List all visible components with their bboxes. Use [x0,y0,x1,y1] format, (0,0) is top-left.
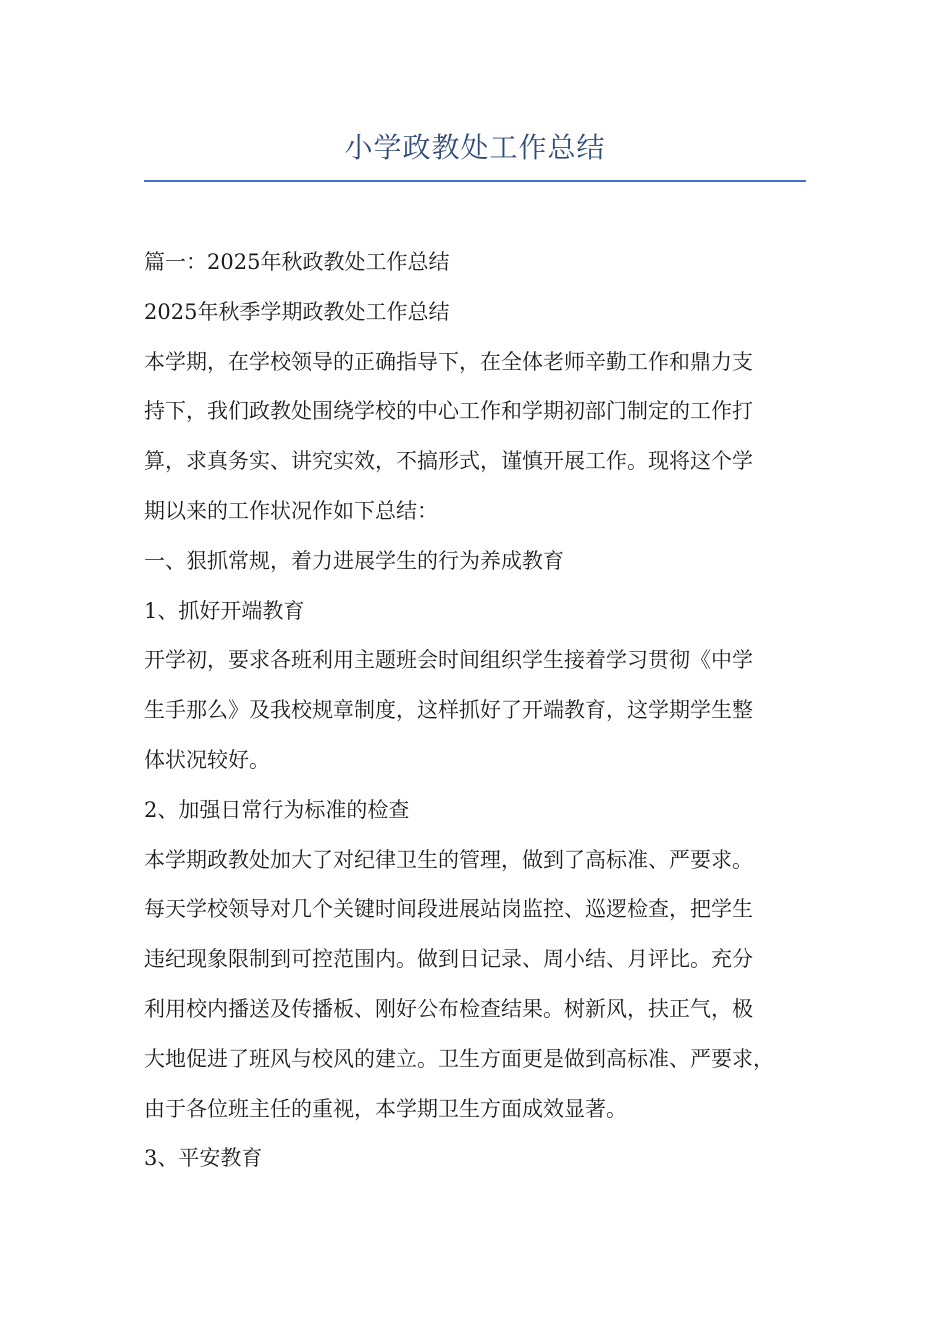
paragraph-line: 生手那么》及我校规章制度，这样抓好了开端教育，这学期学生整 [144,698,753,723]
document-body [144,238,820,1184]
paragraph-line: 大地促进了班风与校风的建立。卫生方面更是做到高标准、严要求， [144,1046,774,1071]
paragraph-line: 算，求真务实、讲究实效，不搞形式，谨慎开展工作。现将这个学 [144,449,753,474]
paragraph-line: 利用校内播送及传播板、刚好公布检查结果。树新风，扶正气，极 [144,996,753,1021]
paragraph-line: 违纪现象限制到可控范围内。做到日记录、周小结、月评比。充分 [144,947,753,972]
subsection-heading-1: 1、抓好开端教育 [144,598,305,623]
paragraph-line: 持下，我们政教处围绕学校的中心工作和学期初部门制定的工作打 [144,399,753,424]
paragraph-line: 本学期，在学校领导的正确指导下，在全体老师辛勤工作和鼎力支 [144,349,753,374]
section-heading-1: 一、狠抓常规，着力进展学生的行为养成教育 [144,548,564,573]
paragraph-line: 体状况较好。 [144,747,270,772]
subsection-heading-3: 3、平安教育 [144,1146,263,1171]
title-underline [144,180,806,182]
paragraph-line: 本学期政教处加大了对纪律卫生的管理，做到了高标准、严要求。 [144,847,753,872]
heading-part-one: 篇一：2025年秋政教处工作总结 [144,250,450,274]
subsection-heading-2: 2、加强日常行为标准的检查 [144,797,410,822]
document-title: 小学政教处工作总结 [344,131,606,164]
paragraph-line: 由于各位班主任的重视，本学期卫生方面成效显著。 [144,1096,627,1121]
paragraph-line: 开学初，要求各班利用主题班会时间组织学生接着学习贯彻《中学 [144,648,753,673]
subheading-semester-summary: 2025年秋季学期政教处工作总结 [144,299,450,324]
paragraph-line: 期以来的工作状况作如下总结： [144,498,438,523]
paragraph-line: 每天学校领导对几个关键时间段进展站岗监控、巡逻检查，把学生 [144,897,753,922]
